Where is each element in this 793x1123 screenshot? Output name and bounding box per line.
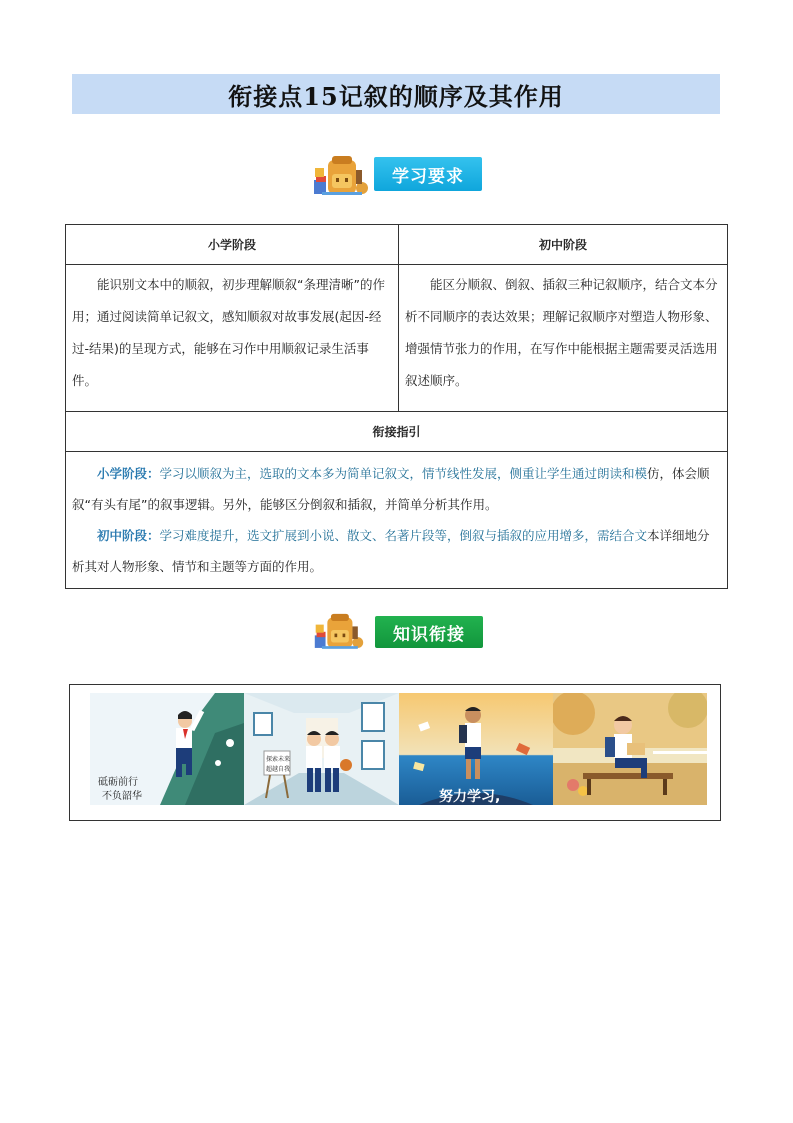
panel3-text: 努力学习, xyxy=(438,789,500,805)
guide-header: 衔接指引 xyxy=(66,412,728,452)
section-label-knowledge: 知识衔接 xyxy=(375,616,483,648)
illustration-hallway-students xyxy=(244,693,398,805)
school-bag-icon xyxy=(313,610,371,654)
illustration-climbing-boy xyxy=(90,693,244,805)
guide-highlight: 学习难度提升，选文扩展到小说、散文、名著片段等，倒叙与插叙的应用增多，需结合文 xyxy=(159,528,648,543)
guide-rest: 本详细地分析其对人物形象、情节和主题等方面的作用。 xyxy=(72,528,710,574)
guide-tag: 初中阶段： xyxy=(97,528,160,543)
illustration-reading-boy xyxy=(553,693,707,805)
requirements-table xyxy=(65,224,728,589)
guide-rest: 仿，体会顺叙“有头有尾”的叙事逻辑。另外，能够区分倒叙和插叙，并简单分析其作用。 xyxy=(72,466,710,512)
section-header-requirements xyxy=(312,152,482,196)
guide-tag: 小学阶段： xyxy=(97,466,160,481)
page-title: 衔接点15记叙的顺序及其作用 xyxy=(228,81,564,111)
school-bag-icon xyxy=(312,152,370,196)
guide-paragraph-junior xyxy=(72,520,721,582)
table-header-junior: 初中阶段 xyxy=(399,225,728,265)
illustration-frame xyxy=(69,684,721,821)
guide-highlight: 学习以顺叙为主，选取的文本多为简单记叙文，情节线性发展，侧重让学生通过朗读和模 xyxy=(159,466,648,481)
guide-cell xyxy=(66,452,728,589)
section-label-requirements: 学习要求 xyxy=(374,157,482,191)
panel2-sign-line2: 超越自我 xyxy=(266,766,291,773)
junior-stage-cell xyxy=(399,265,728,412)
primary-stage-text: 能识别文本中的顺叙，初步理解顺叙“条理清晰”的作用；通过阅读简单记叙文，感知顺叙对故事发展(起因-经过-结果)的呈现方式，能够在习作中用顺叙记录生活事件。 xyxy=(72,277,385,388)
panel2-sign-line1: 探索未来 xyxy=(266,756,291,763)
table-header-primary: 小学阶段 xyxy=(66,225,399,265)
section-header-knowledge xyxy=(313,610,483,654)
title-banner xyxy=(72,74,720,114)
primary-stage-cell xyxy=(66,265,399,412)
panel1-text-line1: 砥砺前行 xyxy=(98,777,138,788)
panel1-text-line2: 不负韶华 xyxy=(102,791,142,802)
junior-stage-text: 能区分顺叙、倒叙、插叙三种记叙顺序，结合文本分析不同顺序的表达效果；理解记叙顺序对塑造人物形象、增强情节张力的作用，在写作中能根据主题需要灵活选用叙述顺序。 xyxy=(405,277,718,388)
guide-paragraph-primary xyxy=(72,458,721,520)
illustration-strip xyxy=(90,693,707,805)
illustration-sea-boy xyxy=(399,693,553,805)
